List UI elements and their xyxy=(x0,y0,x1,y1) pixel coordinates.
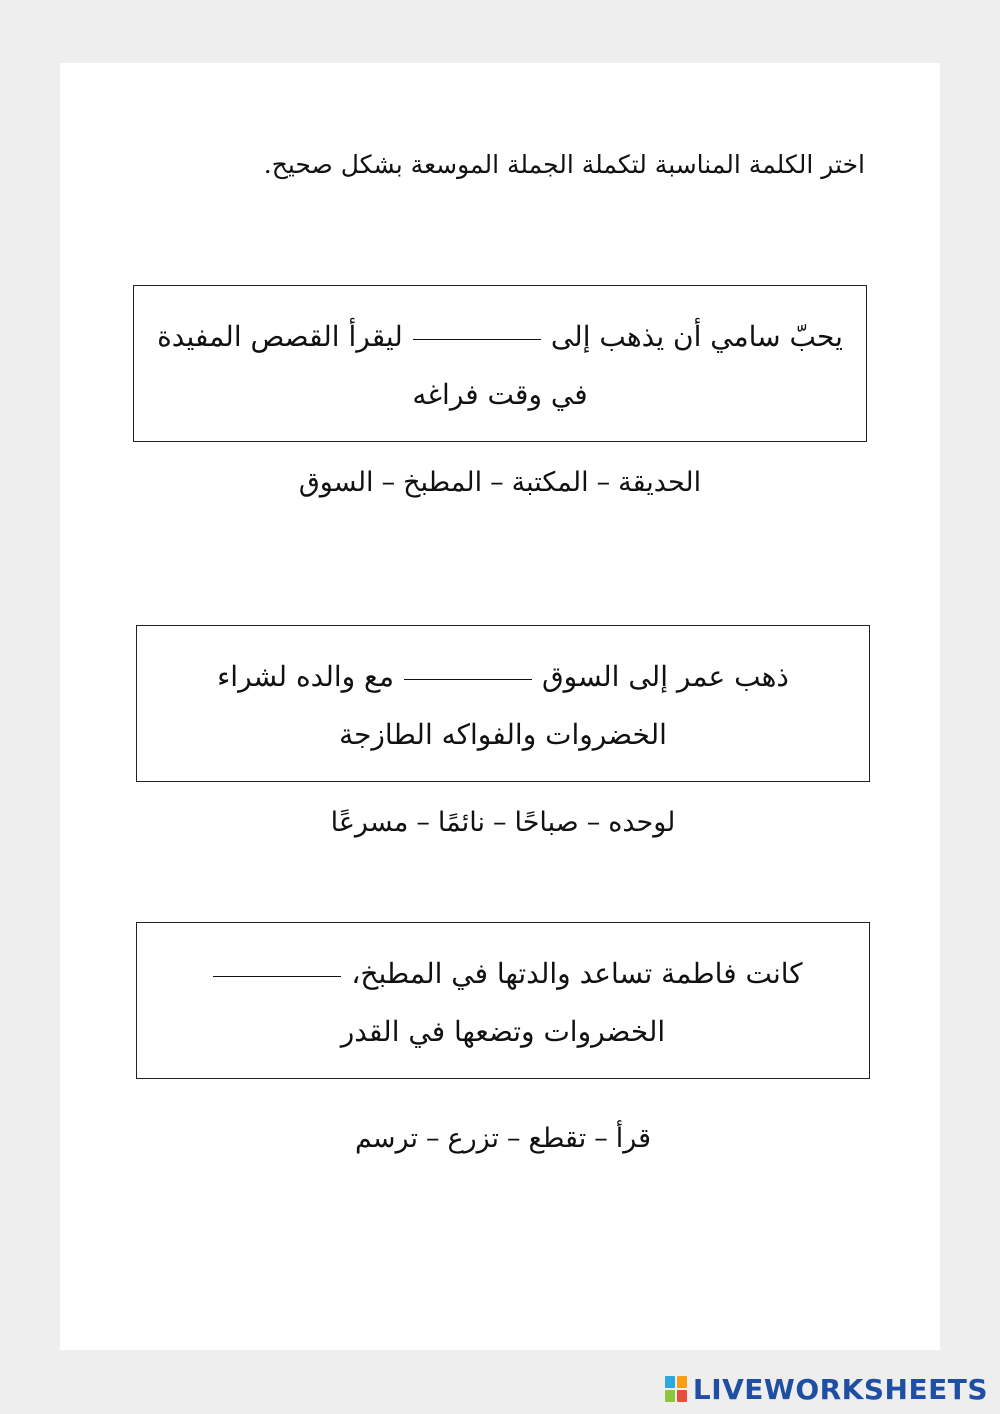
option-1-3[interactable]: المطبخ xyxy=(403,467,483,498)
option-1-4[interactable]: السوق xyxy=(298,467,374,498)
option-3-3[interactable]: تزرع xyxy=(447,1123,500,1154)
option-separator: – xyxy=(492,807,507,838)
options-row-2 xyxy=(136,803,870,843)
question-2-line-2: الخضروات والفواكه الطازجة xyxy=(339,718,667,751)
question-2-text-after: مع والده لشراء xyxy=(217,660,394,693)
question-box-1 xyxy=(133,285,867,442)
question-3-line-1 xyxy=(137,945,869,1003)
option-separator: – xyxy=(416,807,430,838)
watermark-text: LIVEWORKSHEETS xyxy=(692,1372,988,1406)
question-3-text-before: كانت فاطمة تساعد والدتها في المطبخ، xyxy=(351,957,803,990)
option-separator: – xyxy=(381,467,396,498)
option-1-2[interactable]: المكتبة xyxy=(511,467,589,498)
option-separator: – xyxy=(507,1123,521,1154)
option-separator: – xyxy=(596,467,611,498)
instruction-text: اختر الكلمة المناسبة لتكملة الجملة الموسعة بشكل صحيح. xyxy=(263,150,865,179)
logo-square xyxy=(677,1390,687,1402)
option-separator: – xyxy=(490,467,504,498)
question-1-line-2: في وقت فراغه xyxy=(412,378,588,411)
worksheet-page xyxy=(60,63,940,1350)
option-separator: – xyxy=(586,807,601,838)
liveworksheets-logo-icon xyxy=(665,1376,687,1402)
option-1-1[interactable]: الحديقة xyxy=(618,467,702,498)
question-3-line-2: الخضروات وتضعها في القدر xyxy=(340,1015,666,1048)
question-box-2 xyxy=(136,625,870,782)
question-1-line-1 xyxy=(134,308,866,366)
option-3-2[interactable]: تقطع xyxy=(528,1123,587,1154)
option-2-2[interactable]: صباحًا xyxy=(514,807,579,838)
option-separator: – xyxy=(425,1123,440,1154)
question-2-text-before: ذهب عمر إلى السوق xyxy=(541,660,789,693)
logo-square xyxy=(665,1376,675,1388)
option-separator: – xyxy=(594,1123,608,1154)
question-2-blank[interactable] xyxy=(404,679,532,680)
question-2-line-1 xyxy=(137,648,869,706)
question-1-text-after: ليقرأ القصص المفيدة xyxy=(157,320,403,353)
logo-square xyxy=(665,1390,675,1402)
question-1-text-before: يحبّ سامي أن يذهب إلى xyxy=(550,320,843,353)
question-3-blank[interactable] xyxy=(213,976,341,977)
question-box-3 xyxy=(136,922,870,1079)
option-3-4[interactable]: ترسم xyxy=(354,1123,418,1154)
option-2-1[interactable]: لوحده xyxy=(608,807,676,838)
options-row-3 xyxy=(136,1119,870,1159)
question-1-blank[interactable] xyxy=(413,339,541,340)
option-2-4[interactable]: مسرعًا xyxy=(330,807,409,838)
option-2-3[interactable]: نائمًا xyxy=(437,807,485,838)
options-row-1 xyxy=(133,463,867,503)
option-3-1[interactable]: قرأ xyxy=(615,1123,652,1154)
logo-square xyxy=(677,1376,687,1388)
liveworksheets-watermark xyxy=(665,1372,988,1406)
